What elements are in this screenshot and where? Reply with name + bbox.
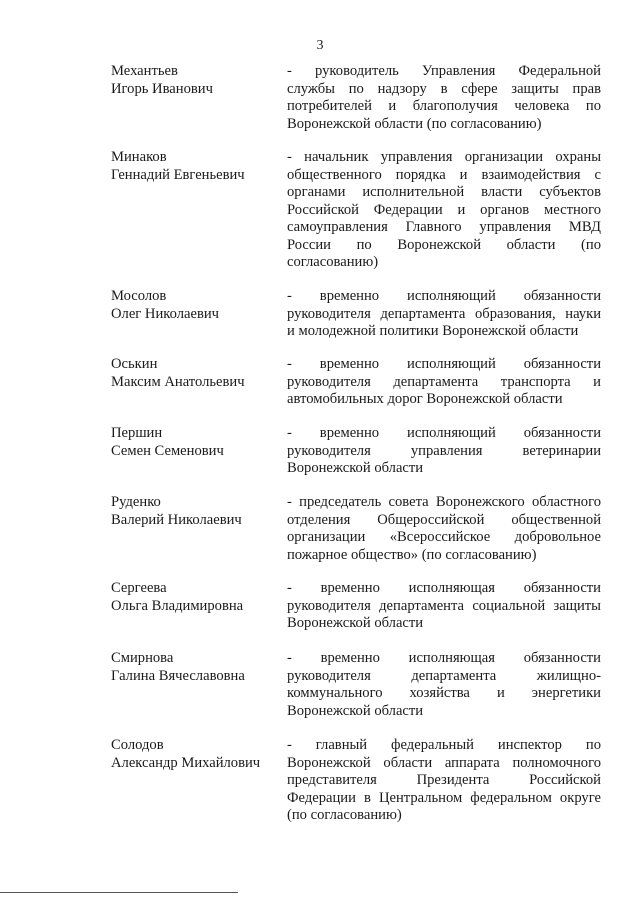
member-name — [111, 580, 281, 615]
position-line: - временно исполняющая обязанности — [287, 650, 601, 666]
position-line: автомобильных дорог Воронежской области — [287, 391, 563, 407]
position-line: руководителя департамента жилищно- — [287, 667, 601, 684]
position-line: - временно исполняющий обязанности — [287, 288, 601, 304]
position-line: руководителя департамента транспорта и — [287, 373, 601, 390]
member-given-names: Олег Николаевич — [111, 305, 220, 322]
position-line: - главный федеральный инспектор по — [287, 737, 601, 753]
position-line: - руководитель Управления Федеральной — [287, 63, 601, 79]
footer-divider — [0, 892, 238, 893]
member-position — [287, 737, 601, 825]
member-surname: Оськин — [111, 356, 158, 372]
position-line: - временно исполняющая обязанности — [287, 580, 601, 596]
position-line: потребителей и благополучия человека по — [287, 98, 601, 114]
position-line: - временно исполняющий обязанности — [287, 356, 601, 372]
member-position — [287, 288, 601, 341]
position-line: - временно исполняющий обязанности — [287, 425, 601, 441]
position-line: согласованию) — [287, 254, 379, 270]
position-line: - председатель совета Воронежского областного — [287, 494, 601, 510]
member-surname: Руденко — [111, 494, 161, 510]
position-line: руководителя департамента образования, науки — [287, 305, 601, 322]
position-line: руководителя управления ветеринарии — [287, 442, 601, 459]
position-line: Федерации в Центральном федеральном округе — [287, 789, 601, 806]
member-position — [287, 580, 601, 633]
member-given-names: Геннадий Евгеньевич — [111, 166, 245, 183]
position-line: отделения Общероссийской общественной — [287, 511, 601, 528]
position-line: Воронежской области — [287, 702, 424, 719]
position-line: общественного порядка и взаимодействия с — [287, 166, 601, 183]
position-line: руководителя департамента социальной защиты — [287, 597, 601, 614]
member-name — [111, 425, 281, 460]
member-name — [111, 63, 281, 98]
position-line: организации «Всероссийское добровольное — [287, 529, 601, 545]
member-given-names: Игорь Иванович — [111, 80, 213, 97]
member-name — [111, 650, 281, 685]
position-line: коммунального хозяйства и энергетики — [287, 685, 601, 701]
member-given-names: Ольга Владимировна — [111, 597, 244, 614]
member-name — [111, 356, 281, 391]
position-line: Воронежской области — [287, 615, 424, 631]
position-line: органами исполнительной власти субъектов — [287, 184, 601, 200]
position-line: самоуправления Главного управления МВД — [287, 219, 601, 235]
member-name — [111, 737, 281, 772]
member-surname: Першин — [111, 425, 163, 441]
member-surname: Механтьев — [111, 63, 178, 79]
position-line: пожарное общество» (по согласованию) — [287, 546, 537, 563]
member-surname: Солодов — [111, 737, 164, 753]
position-line: России по Воронежской области (по — [287, 236, 601, 253]
member-given-names: Максим Анатольевич — [111, 373, 245, 390]
member-name — [111, 494, 281, 529]
member-name — [111, 288, 281, 323]
position-line: службы по надзору в сфере защиты прав — [287, 80, 601, 97]
member-position — [287, 63, 601, 133]
member-given-names: Валерий Николаевич — [111, 511, 242, 528]
page-number: 3 — [316, 38, 324, 53]
member-given-names: Галина Вячеславовна — [111, 667, 245, 684]
member-surname: Сергеева — [111, 580, 167, 596]
position-line: Воронежской области аппарата полномочного — [287, 754, 601, 771]
position-line: Воронежской области (по согласованию) — [287, 115, 542, 132]
position-line: Воронежской области — [287, 460, 424, 476]
member-given-names: Семен Семенович — [111, 442, 224, 459]
position-line: - начальник управления организации охраны — [287, 149, 601, 165]
member-position — [287, 356, 601, 409]
member-surname: Мосолов — [111, 288, 167, 304]
position-line: (по согласованию) — [287, 807, 402, 823]
member-position — [287, 149, 601, 272]
position-line: Российской Федерации и органов местного — [287, 201, 601, 218]
position-line: представителя Президента Российской — [287, 772, 601, 788]
member-position — [287, 425, 601, 478]
member-name — [111, 149, 281, 184]
position-line: и молодежной политики Воронежской области — [287, 323, 579, 339]
member-surname: Минаков — [111, 149, 167, 165]
member-position — [287, 650, 601, 720]
member-position — [287, 494, 601, 564]
member-surname: Смирнова — [111, 650, 174, 666]
member-given-names: Александр Михайлович — [111, 754, 261, 771]
